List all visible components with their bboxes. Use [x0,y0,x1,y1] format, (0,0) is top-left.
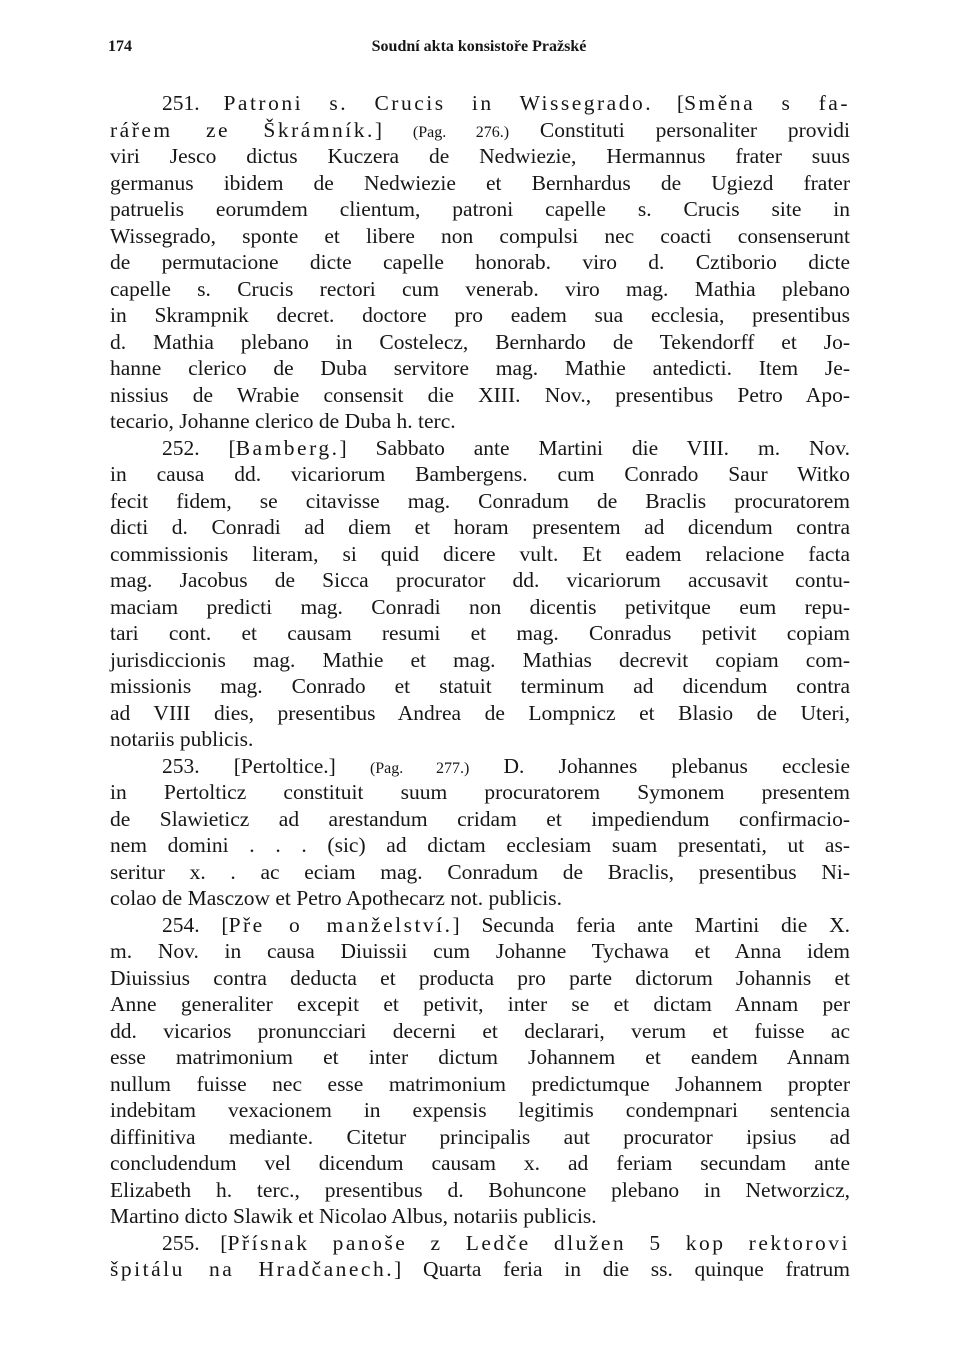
text-body [110,90,850,1283]
text-segment: dicti d. Conradi ad diem et horam presentem ad dicendum contra [110,515,850,539]
text-segment: capelle s. Crucis rectori cum venerab. viro mag. Mathia plebano [110,276,850,301]
text-line [110,461,850,488]
text-line [110,779,850,806]
text-segment: Constituti personaliter providi [509,117,851,142]
text-line [110,223,850,250]
text-segment: commissionis literam, si quid dicere vult. Et eadem relacione facta [110,541,850,566]
text-segment: maciam predicti mag. Conradi non dicentis petivitque eum repu- [110,594,850,619]
text-segment: ad VIII dies, presentibus Andrea de Lompnicz et Blasio de Uteri, [110,700,850,725]
text-segment: nem domini . . . (sic) ad dictam ecclesiam suam presentati, ut as- [110,833,850,857]
text-line [110,832,850,859]
text-line [110,1124,850,1151]
text-line [110,1150,850,1177]
text-line [110,859,850,886]
text-line [110,196,850,223]
text-segment: in Skrampnik decret. doctore pro eadem sua ecclesia, presentibus [110,303,850,327]
text-line [110,1044,850,1071]
text-segment: diffinitiva mediante. Citetur principalis aut procurator ipsius ad [110,1124,850,1149]
text-segment: jurisdiccionis mag. Mathie et mag. Mathias decrevit copiam com- [110,647,850,672]
text-line [110,806,850,833]
text-segment: Martino dicto Slawik et Nicolao Albus, notariis publicis. [110,1204,597,1228]
text-segment: nullum fuisse nec esse matrimonium predictumque Johannem propter [110,1071,850,1096]
text-line [110,620,850,647]
text-segment: patruelis eorumdem clientum, patroni capelle s. Crucis site in [110,197,850,221]
text-segment: esse matrimonium et inter dictum Johannem et eandem Annam [110,1045,850,1069]
text-segment: missionis mag. Conrado et statuit terminum ad dicendum contra [110,674,850,698]
text-line [110,1018,850,1045]
text-line [110,1203,850,1230]
text-segment: mag. Jacobus de Sicca procurator dd. vicariorum accusavit contu- [110,568,850,592]
text-segment: in causa dd. vicariorum Bambergens. cum Conrado Saur Witko [110,462,850,486]
text-line [110,647,850,674]
text-line [110,726,850,753]
text-line [110,1256,850,1283]
text-line [110,700,850,727]
text-segment: indebitam vexacionem in expensis legitimis condempnari sentencia [110,1098,850,1122]
text-line [110,435,850,462]
text-line [110,170,850,197]
text-segment: Pře o manželství. [228,912,453,937]
text-segment: Patroni s. Crucis in Wissegrado. [223,91,654,115]
text-segment: fecit fidem, se citavisse mag. Conradum de Braclis procuratorem [110,488,850,513]
text-line [110,1177,850,1204]
text-segment: nissius de Wrabie consensit die XIII. Nov., presentibus Petro Apo- [110,382,850,407]
text-line [110,143,850,170]
text-line [110,514,850,541]
running-header [108,38,850,62]
text-segment: in Pertolticz constituit suum procuratorem Symonem presentem [110,780,850,804]
text-line [110,885,850,912]
text-segment: (Pag. 276.) [412,123,510,141]
text-segment: tecario, Johanne clerico de Duba h. terc. [110,409,456,433]
text-segment: de permutacione dicte capelle honorab. viro d. Cztiborio dicte [110,250,850,274]
text-segment: notariis publicis. [110,727,254,751]
text-segment: Bamberg. [235,435,340,460]
text-line [110,355,850,382]
text-line [110,90,850,117]
text-line [110,302,850,329]
text-line [110,594,850,621]
text-segment: 252. [ [162,435,236,460]
text-line [110,488,850,515]
text-segment: Směna s fa- [684,91,850,115]
text-line [110,329,850,356]
text-segment: špitálu na Hradčanech. [110,1257,395,1281]
text-line [110,541,850,568]
text-line [110,1071,850,1098]
text-line [110,673,850,700]
text-segment: ] [374,117,413,142]
text-segment: colao de Masczow et Petro Apothecarz not. publicis. [110,886,562,910]
text-segment: hanne clerico de Duba servitore mag. Mathie antedicti. Item Je- [110,356,850,380]
text-segment: concludendum vel dicendum causam x. ad feriam secundam ante [110,1151,850,1175]
text-segment: d. Mathia plebano in Costelecz, Bernhardo de Tekendorff et Jo- [110,329,850,354]
running-title: Soudní akta konsistoře Pražské [371,38,587,55]
text-line [110,382,850,409]
text-segment: (Pag. 277.) [369,759,470,777]
text-segment: ] Quarta feria in die ss. quinque fratrum [394,1257,850,1281]
text-line [110,753,850,780]
text-segment: 251. [162,91,224,115]
text-segment: dd. vicarios pronuncciari decerni et declarari, verum et fuisse ac [110,1018,850,1043]
text-segment: 255. [ [162,1230,228,1255]
text-segment: 253. [Pertoltice.] [162,753,370,778]
text-segment: rářem ze Škrámník. [110,117,375,142]
text-segment: de Slawieticz ad arestandum cridam et impediendum confirmacio- [110,806,850,831]
text-line [110,408,850,435]
text-segment: Přísnak panoše z Ledče dlužen 5 kop rektorovi [227,1230,850,1255]
text-segment: ] Sabbato ante Martini die VIII. m. Nov. [339,435,850,460]
text-line [110,249,850,276]
text-line [110,912,850,939]
text-segment: ] Secunda feria ante Martini die X. [452,912,850,937]
text-segment: m. Nov. in causa Diuissii cum Johanne Tychawa et Anna idem [110,939,850,963]
text-segment: Diuissius contra deducta et producta pro parte dictorum Johannis et [110,965,850,990]
text-line [110,276,850,303]
text-segment: Anne generaliter excepit et petivit, inter se et dictam Annam per [110,992,850,1016]
text-segment: tari cont. et causam resumi et mag. Conradus petivit copiam [110,621,850,645]
text-line [110,117,850,144]
text-line [110,567,850,594]
text-line [110,1230,850,1257]
text-line [110,991,850,1018]
text-segment: D. Johannes plebanus ecclesie [469,753,850,778]
text-segment: seritur x. . ac eciam mag. Conradum de Braclis, presentibus Ni- [110,859,850,884]
text-line [110,938,850,965]
text-segment: 254. [ [162,912,229,937]
text-segment: [ [653,91,685,115]
text-segment: Elizabeth h. terc., presentibus d. Bohuncone plebano in Networzicz, [110,1177,850,1202]
text-segment: viri Jesco dictus Kuczera de Nedwiezie, Hermannus frater suus [110,144,850,168]
text-segment: Wissegrado, sponte et libere non compulsi nec coacti consenserunt [110,223,850,248]
text-line [110,1097,850,1124]
text-segment: germanus ibidem de Nedwiezie et Bernhardus de Ugiezd frater [110,170,850,195]
text-line [110,965,850,992]
page-number: 174 [108,38,132,55]
